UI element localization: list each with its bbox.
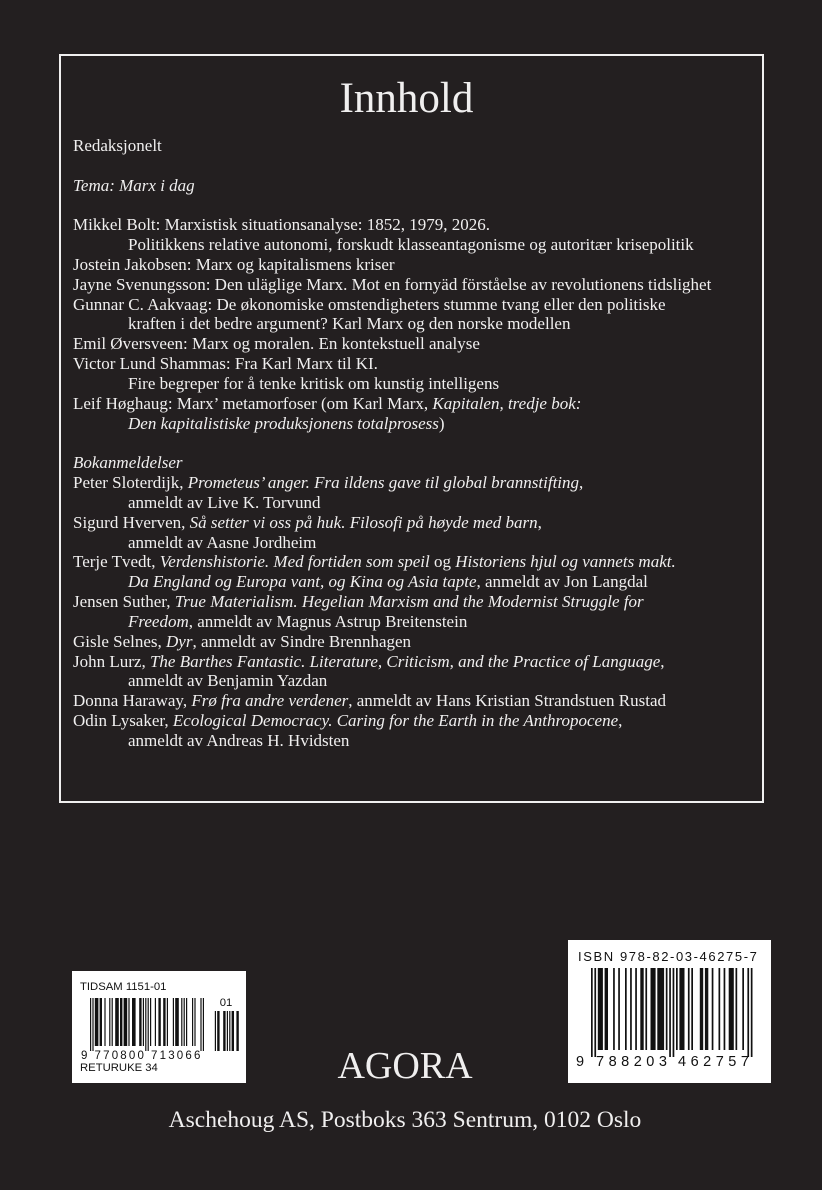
barcode-guard-bar — [591, 968, 593, 1057]
barcode-bar — [217, 1011, 219, 1051]
barcode-bar — [104, 998, 105, 1046]
entry-text: , anmeldt av Sindre Brennhagen — [192, 631, 412, 651]
isbn-number-system-digit: 9 — [576, 1054, 585, 1070]
entry-continuation-line — [73, 572, 711, 592]
work-title: Prometeus’ anger. Fra ildens gave til global brannstifting — [187, 473, 580, 493]
barcode-bar — [605, 968, 608, 1050]
review-entry — [73, 552, 711, 592]
entry-text: , anmeldt av Jon Langdal — [476, 572, 648, 592]
review-list — [73, 473, 711, 751]
barcode-bar — [742, 968, 744, 1050]
barcode-bar — [625, 968, 627, 1050]
entry-line — [73, 552, 711, 572]
entry-line — [73, 592, 711, 612]
barcode-bar — [736, 968, 738, 1050]
entry-text: Leif Høghaug: Marx’ metamorfoser (om Karl Marx, — [73, 393, 433, 413]
barcode-bar — [112, 998, 113, 1046]
entry-line — [73, 295, 711, 315]
barcode-bar — [729, 968, 734, 1050]
entry-text: , — [537, 512, 542, 532]
barcode-bar — [215, 1011, 216, 1051]
barcode-bar — [676, 968, 678, 1050]
entry-text: anmeldt av Live K. Torvund — [128, 492, 321, 512]
entry-text: og — [429, 552, 456, 572]
review-entry — [73, 513, 711, 553]
barcode-bar — [158, 998, 160, 1046]
barcode-bar — [598, 968, 603, 1050]
review-entry — [73, 592, 711, 632]
entry-line — [73, 275, 711, 295]
entry-line — [73, 632, 711, 652]
journal-name: AGORA — [337, 1045, 473, 1087]
barcode-guard-bar — [203, 998, 204, 1051]
work-title: Så setter vi oss på huk. Filosofi på høyde med barn — [189, 512, 538, 532]
issn-number-system-digit: 9 — [81, 1050, 88, 1062]
barcode-guard-bar — [92, 998, 93, 1051]
entry-text: Sigurd Hverven, — [73, 512, 190, 532]
entry-continuation-line — [73, 493, 711, 513]
barcode-bar — [115, 998, 119, 1046]
barcode-bar — [181, 998, 182, 1046]
article-entry — [73, 275, 711, 295]
work-title: Kapitalen, tredje bok: — [432, 393, 582, 413]
barcode-bar — [155, 998, 156, 1046]
article-entry — [73, 215, 711, 255]
barcode-bar — [100, 998, 102, 1046]
barcode-bar — [175, 998, 179, 1046]
entry-text: Fire begreper for å tenke kritisk om kunstig intelligens — [128, 373, 500, 393]
entry-line — [73, 691, 711, 711]
contents-frame — [59, 54, 764, 803]
barcode-guard-bar — [594, 968, 596, 1057]
issn-label-text: TIDSAM 1151-01 — [80, 981, 167, 993]
issn-barcode-label — [72, 971, 246, 1083]
barcode-bar — [128, 998, 129, 1046]
entry-text: Jayne Svenungsson: Den uläglige Marx. Mot en fornyäd förståelse av revolutionens tidslighet — [73, 274, 712, 294]
entry-line — [73, 215, 711, 235]
entry-text: anmeldt av Andreas H. Hvidsten — [128, 730, 350, 750]
work-title: Dyr — [166, 631, 193, 651]
entry-continuation-line — [73, 374, 711, 394]
entry-text: Jostein Jakobsen: Marx og kapitalismens kriser — [73, 254, 395, 274]
review-entry — [73, 711, 711, 751]
isbn-right-digit-group: 462757 — [678, 1054, 754, 1070]
review-entry — [73, 632, 711, 652]
entry-continuation-line — [73, 533, 711, 553]
entry-text: Terje Tvedt, — [73, 552, 160, 572]
barcode-bar — [95, 998, 99, 1046]
barcode-bar — [223, 1011, 225, 1051]
barcode-bar — [640, 968, 643, 1050]
work-title: Verdenshistorie. Med fortiden som speil — [159, 552, 430, 572]
entry-text: , — [660, 651, 665, 671]
entry-text: John Lurz, — [73, 651, 150, 671]
entry-text: Emil Øversveen: Marx og moralen. En kontekstuell analyse — [73, 334, 480, 354]
publisher-address: Aschehoug AS, Postboks 363 Sentrum, 0102 Oslo — [168, 1107, 642, 1133]
entry-text: kraften i det bedre argument? Karl Marx og den norske modellen — [128, 314, 571, 334]
barcode-bar — [184, 998, 185, 1046]
barcode-bar — [635, 968, 637, 1050]
barcode-bar — [186, 998, 187, 1046]
barcode-bar — [124, 998, 128, 1046]
theme-heading: Tema: Marx i dag — [73, 175, 195, 195]
article-entry — [73, 354, 711, 394]
entry-continuation-line — [73, 671, 711, 691]
barcode-bar — [700, 968, 703, 1050]
contents-heading: Innhold — [339, 75, 474, 122]
barcode-bar — [724, 968, 726, 1050]
review-entry — [73, 652, 711, 692]
barcode-bar — [645, 968, 647, 1050]
barcode-bar — [109, 998, 110, 1046]
barcode-bar — [192, 998, 193, 1046]
isbn-barcode-label — [568, 940, 771, 1083]
review-entry — [73, 473, 711, 513]
barcode-guard-bar — [145, 998, 146, 1051]
isbn-left-digit-group: 788203 — [596, 1054, 672, 1070]
barcode-bar — [132, 998, 136, 1046]
entry-text: Peter Sloterdijk, — [73, 473, 188, 493]
entry-text: , — [579, 473, 584, 493]
work-title: Da England og Europa vant, og Kina og Asia tapte — [128, 572, 477, 592]
issn-left-digit-group: 770800 — [94, 1050, 147, 1062]
entry-text: ) — [438, 413, 445, 433]
work-title: Historiens hjul og vannets makt. — [455, 552, 676, 572]
entry-text: , anmeldt av Magnus Astrup Breitenstein — [188, 611, 468, 631]
entry-continuation-line — [73, 235, 711, 255]
entry-text: , — [618, 711, 623, 731]
entry-line — [73, 652, 711, 672]
entry-text: anmeldt av Aasne Jordheim — [128, 532, 317, 552]
work-title: Freedom — [128, 611, 189, 631]
table-of-contents — [73, 136, 711, 751]
barcode-bar — [657, 968, 664, 1050]
barcode-guard-bar — [673, 968, 675, 1057]
barcode-bar — [712, 968, 714, 1050]
barcode-bar — [705, 968, 708, 1050]
barcode-guard-bar — [200, 998, 201, 1051]
entry-line — [73, 255, 711, 275]
entry-text: Jensen Suther, — [73, 592, 175, 612]
article-entry — [73, 295, 711, 335]
barcode-bar — [688, 968, 690, 1050]
entry-text: Donna Haraway, — [73, 691, 192, 711]
barcode-bar — [613, 968, 615, 1050]
isbn-label-text: ISBN 978-82-03-46275-7 — [578, 949, 759, 964]
barcode-bar — [666, 968, 668, 1050]
entry-line — [73, 711, 711, 731]
entry-text: Gisle Selnes, — [73, 631, 167, 651]
article-entry — [73, 394, 711, 434]
entry-line — [73, 513, 711, 533]
barcode-bar — [651, 968, 656, 1050]
barcode-bar — [229, 1011, 230, 1051]
barcode-bar — [163, 998, 165, 1046]
issn-addon-digits: 01 — [219, 997, 233, 1009]
issn-right-digit-group: 713066 — [151, 1050, 203, 1062]
barcode-bar — [167, 998, 168, 1046]
issn-issue-text: RETURUKE 34 — [80, 1062, 158, 1074]
barcode-bar — [618, 968, 620, 1050]
review-entry — [73, 691, 711, 711]
entry-text: Mikkel Bolt: Marxistisk situationsanalyse: 1852, 1979, 2026. — [73, 215, 490, 235]
barcode-bar — [236, 1011, 238, 1051]
barcode-bar — [139, 998, 141, 1046]
entry-continuation-line — [73, 612, 711, 632]
entry-line — [73, 473, 711, 493]
entry-text: , anmeldt av Hans Kristian Strandstuen Rustad — [348, 691, 666, 711]
barcode-bar — [150, 998, 151, 1046]
barcode-bar — [232, 1011, 234, 1051]
barcode-guard-bar — [90, 998, 91, 1051]
work-title: The Barthes Fantastic. Literature, Criticism, and the Practice of Language — [149, 651, 661, 671]
entry-text: anmeldt av Benjamin Yazdan — [128, 671, 328, 691]
work-title: True Materialism. Hegelian Marxism and the Modernist Struggle for — [174, 592, 644, 612]
work-title: Ecological Democracy. Caring for the Earth in the Anthropocene — [172, 711, 619, 731]
barcode-bar — [630, 968, 632, 1050]
barcode-bar — [691, 968, 693, 1050]
barcode-guard-bar — [747, 968, 749, 1057]
article-entry — [73, 255, 711, 275]
barcode-bar — [143, 998, 144, 1046]
entry-line — [73, 334, 711, 354]
work-title: Den kapitalistiske produksjonens totalprosess — [128, 413, 439, 433]
reviews-heading: Bokanmeldelser — [73, 453, 183, 473]
entry-continuation-line — [73, 314, 711, 334]
barcode-bar — [679, 968, 684, 1050]
entry-text: Politikkens relative autonomi, forskudt klasseantagonisme og autoritær krisepolitik — [128, 235, 694, 255]
barcode-bar — [719, 968, 721, 1050]
article-entry — [73, 334, 711, 354]
barcode-bar — [227, 1011, 228, 1051]
work-title: Frø fra andre verdener — [191, 691, 349, 711]
editorial-entry: Redaksjonelt — [73, 136, 162, 155]
barcode-guard-bar — [669, 968, 671, 1057]
barcode-guard-bar — [751, 968, 753, 1057]
entry-line — [73, 354, 711, 374]
barcode-bar — [173, 998, 174, 1046]
entry-text: Odin Lysaker, — [73, 711, 173, 731]
entry-line — [73, 394, 711, 414]
entry-continuation-line — [73, 731, 711, 751]
barcode-bar — [120, 998, 122, 1046]
barcode-guard-bar — [148, 998, 149, 1051]
article-list — [73, 215, 711, 433]
barcode-bar — [194, 998, 195, 1046]
entry-text: Gunnar C. Aakvaag: De økonomiske omstendigheters stumme tvang eller den politiske — [73, 294, 666, 314]
entry-text: Victor Lund Shammas: Fra Karl Marx til KI. — [73, 354, 378, 374]
entry-continuation-line — [73, 414, 711, 434]
